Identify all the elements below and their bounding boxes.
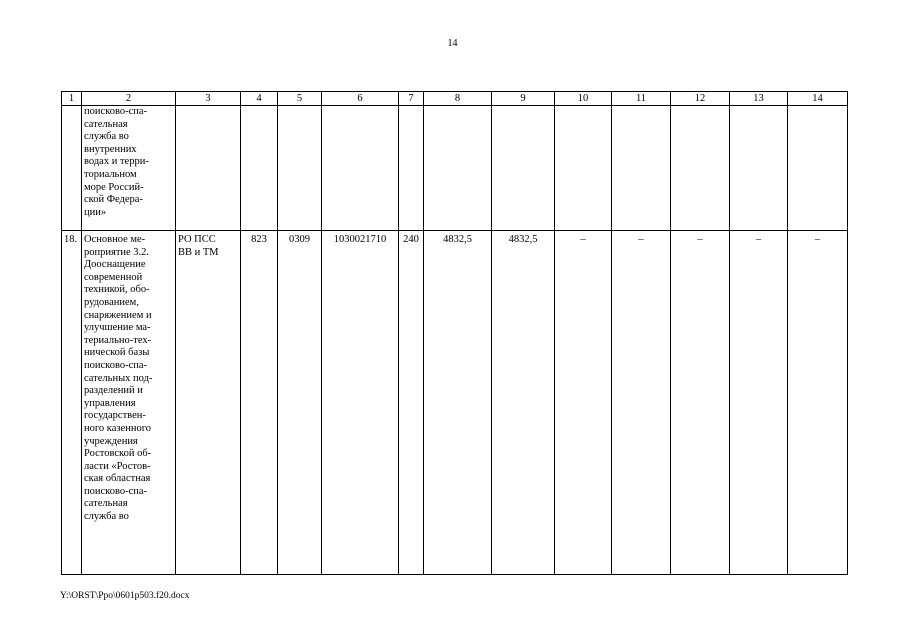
cell-col4 — [241, 106, 278, 231]
description-line: улучшение ма- — [84, 322, 151, 334]
description-line: ская областная — [84, 473, 151, 485]
description-line: нической базы — [84, 347, 150, 359]
description-line: внутренних — [84, 143, 137, 155]
description-line: служба во — [84, 511, 129, 523]
cell-col12 — [671, 106, 730, 231]
column-header-5: 5 — [278, 92, 322, 106]
cell-description — [82, 231, 176, 575]
description-line: ториальном — [84, 168, 137, 180]
footer-file-path: Y:\ORST\Ppo\0601p503.f20.docx — [60, 591, 190, 601]
description-line: Ростовской об- — [84, 448, 152, 460]
column-header-9: 9 — [492, 92, 555, 106]
description-line: поисково-спа- — [84, 106, 148, 117]
description-line: ного казенного — [84, 422, 151, 434]
description-line: современной — [84, 271, 143, 283]
description-line: государствен- — [84, 410, 146, 422]
cell-number: 18. — [62, 231, 82, 575]
description-line: Основное ме- — [84, 234, 146, 245]
description-line: снаряжением и — [84, 309, 152, 321]
description-line: техникой, обо- — [84, 284, 150, 296]
column-header-6: 6 — [322, 92, 399, 106]
description-line: сательная — [84, 498, 128, 510]
description-line: водах и терри- — [84, 156, 149, 168]
cell-responsible — [176, 106, 241, 231]
table-row-18 — [62, 231, 848, 575]
cell-col13 — [730, 106, 788, 231]
description-line: ской Федера- — [84, 194, 143, 206]
table-row-continuation — [62, 106, 848, 231]
cell-col5 — [278, 106, 322, 231]
description-line: ласти «Ростов- — [84, 460, 151, 472]
column-header-3: 3 — [176, 92, 241, 106]
cell-description — [82, 106, 176, 231]
description-line: роприятие 3.2. — [84, 246, 150, 258]
description-line: служба во — [84, 131, 129, 143]
column-header-12: 12 — [671, 92, 730, 106]
responsible-line: ВВ и ТМ — [178, 246, 219, 258]
column-header-14: 14 — [788, 92, 848, 106]
description-line: учреждения — [84, 435, 138, 447]
cell-col6 — [322, 106, 399, 231]
cell-col4: 823 — [241, 231, 278, 575]
description-line: ции» — [84, 206, 107, 218]
column-header-4: 4 — [241, 92, 278, 106]
description-line: Дооснащение — [84, 259, 146, 271]
description-line: управления — [84, 397, 136, 409]
description-line: сательная — [84, 118, 128, 130]
description-line: море Россий- — [84, 181, 144, 193]
column-header-7: 7 — [399, 92, 424, 106]
description-line: поисково-спа- — [84, 359, 148, 371]
cell-col11 — [612, 106, 671, 231]
cell-col9 — [492, 106, 555, 231]
cell-col8 — [424, 106, 492, 231]
description-line: рудованием, — [84, 296, 139, 308]
header-row — [62, 92, 848, 106]
cell-col5: 0309 — [278, 231, 322, 575]
column-header-13: 13 — [730, 92, 788, 106]
page-number: 14 — [447, 38, 458, 49]
cell-number — [62, 106, 82, 231]
cell-col11: – — [612, 231, 671, 575]
cell-responsible — [176, 231, 241, 575]
description-line: сательных под- — [84, 372, 153, 384]
cell-col9: 4832,5 — [492, 231, 555, 575]
column-header-10: 10 — [555, 92, 612, 106]
column-header-11: 11 — [612, 92, 671, 106]
cell-col12: – — [671, 231, 730, 575]
column-header-8: 8 — [424, 92, 492, 106]
cell-col6: 1030021710 — [322, 231, 399, 575]
description-line: поисково-спа- — [84, 485, 148, 497]
description-line: разделений и — [84, 385, 143, 397]
cell-col14: – — [788, 231, 848, 575]
cell-col10: – — [555, 231, 612, 575]
column-header-1: 1 — [62, 92, 82, 106]
cell-col8: 4832,5 — [424, 231, 492, 575]
cell-col13: – — [730, 231, 788, 575]
cell-col7: 240 — [399, 231, 424, 575]
responsible-line: РО ПСС — [178, 234, 216, 245]
column-header-2: 2 — [82, 92, 176, 106]
description-line: териально-тех- — [84, 334, 152, 346]
cell-col7 — [399, 106, 424, 231]
budget-table — [61, 91, 848, 575]
cell-col10 — [555, 106, 612, 231]
cell-col14 — [788, 106, 848, 231]
